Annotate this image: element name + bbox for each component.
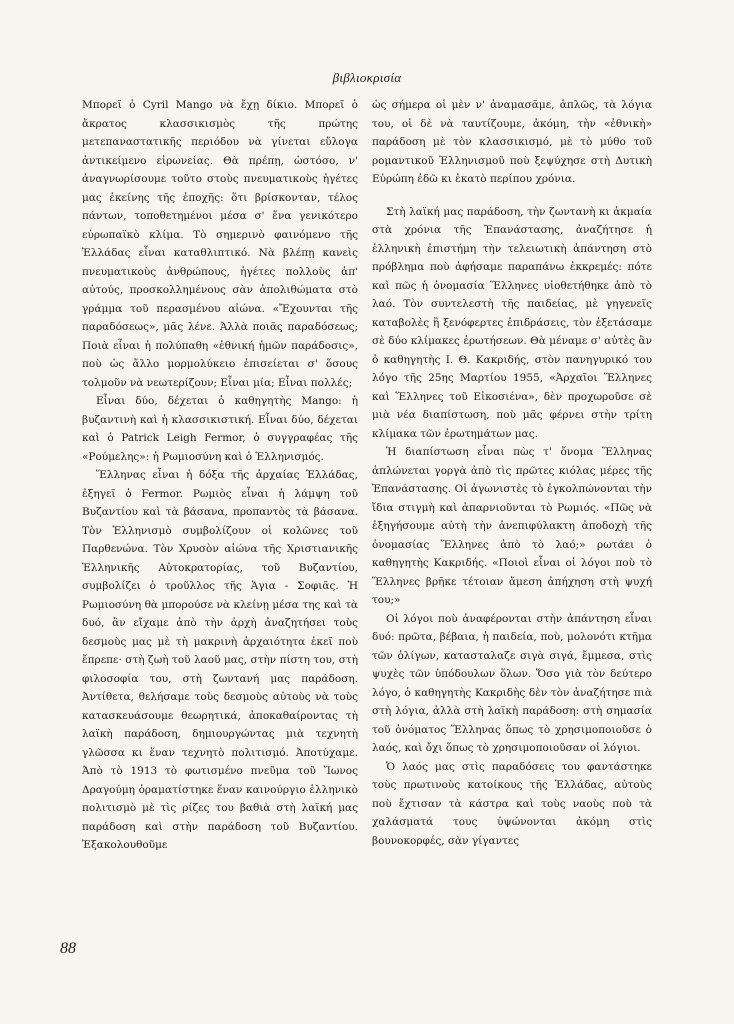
paragraph: Ὁ λαός μας στὶς παραδόσεις του φαντάστηκε τοὺς πρωτινοὺς κατοίκους τῆς Ἑλλάδας, αὐτοὺς ποὺ ἔχτισαν τὰ κάστρα καὶ τοὺς ναοὺς ποὺ τὰ χαλάσματά τους ὑψώνονται ἀκόμη στὶς βουνοκορφές, σὰν γίγαντες	[372, 760, 652, 847]
section-header: βιβλιοκρισία	[332, 70, 402, 85]
paragraph: Μπορεῖ ὁ Cyril Mango νὰ ἔχῃ δίκιο. Μπορεῖ ὁ ἄκρατος κλασσικισμὸς τῆς πρώτης μετεπαναστατικῆς περιόδου νὰ γίνεται εὔλογα ἀντικείμενο εἰρωνείας. Θὰ πρέπῃ, ὡστόσο, ν' ἀναγνωρίσουμε τοῦτο στοὺς πνευματικοὺς ἡγέτες μας ἐκείνης τῆς ἐποχῆς: ὅτι βρίσκονταν, τέλος πάντων, τοποθετημένοι μέσα σ' ἕνα γενικότερο εὐρωπαϊκὸ κλίμα. Τὸ σημερινὸ φαινόμενο τῆς Ἑλλάδας εἶναι καταθλιπτικό. Νὰ βλέπῃ κανεὶς πνευματικοὺς ἀνθρώπους, ἡγέτες πολλοὺς ἀπ' αὐτούς, προσκολλημένους σὰν ἀπολιθώματα στὸ γράμμα τοῦ περασμένου αἰώνα. «Ἔχουνται τῆς παραδόσεως», μᾶς λένε. Ἀλλὰ ποιᾶς παραδόσεως; Ποιὰ εἶναι ἡ πολύπαθη «ἐθνική ἡμῶν παράδοσις», ποὺ ὡς ἄλλο μορμολύκειο ἐπισείεται σ' ὅσους τολμοῦν νὰ νεωτερίζουν; Εἶναι μία; Εἶναι πολλές;	[82, 99, 358, 389]
page-number: 88	[60, 940, 76, 957]
paragraph: Εἶναι δύο, δέχεται ὁ καθηγητὴς Mango: ἡ βυζαντινὴ καὶ ἡ κλασσικιστική. Εἶναι δύο, δέχεται καὶ ὁ Patrick Leigh Fermor, ὁ συγγραφέας τῆς «Ρούμελης»: ἡ Ρωμιοσύνη καὶ ὁ Ἑλληνισμός.	[82, 395, 358, 463]
left-column	[82, 96, 358, 855]
paragraph: ὡς σήμερα οἱ μὲν ν' ἀναμασᾶμε, ἁπλῶς, τὰ λόγια του, οἱ δὲ νὰ ταυτίζουμε, ἀκόμη, τὴν «ἐθνικὴ» παράδοση μὲ τὸν κλασσικισμό, μὲ τὸ μύθο τοῦ ρομαντικοῦ Ἑλληνισμοῦ ποὺ ξεψύχησε στὴ Δυτικὴ Εὐρώπη ἐδῶ κι ἑκατὸ περίπου χρόνια.	[372, 99, 652, 185]
paragraph: Στὴ λαϊκή μας παράδοση, τὴν ζωντανὴ κι ἀκμαία στὰ χρόνια τῆς Ἐπανάστασης, ἀναζήτησε ἡ ἑλληνικὴ ἐπιστήμη τὴν τελειωτικὴ ἀπάντηση στὸ πρόβλημα ποὺ ἀφήσαμε παραπάνω ἐκκρεμές: πότε καὶ πῶς ἡ ὀνομασία Ἕλληνες υἱοθετήθηκε ἀπὸ τὸ λαό. Τὸν συντελεστὴ τῆς παιδείας, μὲ γηγενεῖς καταβολὲς ἢ ξενόφερτες ἐπιδράσεις, τὸν ἐξετάσαμε σὲ δύο κλίμακες ἐρωτήσεων. Θὰ μέναμε σ' αὐτὲς ἂν ὁ καθηγητὴς Ι. Θ. Κακριδής, στὸν πανηγυρικό του λόγο τῆς 25ης Μαρτίου 1955, «Ἀρχαῖοι Ἕλληνες καὶ Ἕλληνες τοῦ Εἰκοσιένα», δὲν προχωροῦσε σὲ μιὰ νέα διαπίστωση, ποὺ μᾶς φέρνει στὴν τρίτη κλίμακα τῶν ἐρωτημάτων μας.	[372, 205, 652, 440]
paragraph: Ἕλληνας εἶναι ἡ δόξα τῆς ἀρχαίας Ἑλλάδας, ἐξηγεῖ ὁ Fermor. Ρωμιὸς εἶναι ἡ λάμψη τοῦ Βυζαντίου καὶ τὰ βάσανα, προπαντὸς τὰ βάσανα. Τὸν Ἑλληνισμὸ συμβολίζουν οἱ κολῶνες τοῦ Παρθενώνα. Τὸν Χρυσὸν αἰώνα τῆς Χριστιανικῆς Ἑλληνικῆς Αὐτοκρατορίας, τοῦ Βυζαντίου, συμβολίζει ὁ τροῦλλος τῆς Ἁγια - Σοφιᾶς. Ἡ Ρωμιοσύνη θὰ μπορούσε νὰ κλείνῃ μέσα της καὶ τὰ δυό, ἂν εἴχαμε ἀπὸ τὴν ἀρχὴ ἀναζητήσει τοὺς δεσμοὺς μας μὲ τὴ μακρινὴ ἀρχαιότητα ἐκεῖ ποὺ ἔπρεπε· στὴ ζωὴ τοῦ λαοῦ μας, στὴν πίστη του, στὴ φιλοσοφία του, στὴ ζωντανή μας παράδοση. Ἀντίθετα, θελήσαμε τοὺς δεσμοὺς αὐτοὺς νὰ τοὺς κατασκευάσουμε θεωρητικά, ἀποκαθαίροντας τὴ λαϊκὴ παράδοση, δημιουργώντας μιὰ τεχνητὴ γλῶσσα κι ἕναν τεχνητὸ πολιτισμό. Ἀποτύχαμε. Ἀπὸ τὸ 1913 τὸ φωτισμένο πνεῦμα τοῦ Ἴωνος Δραγούμη ὁραματίστηκε ἕναν καινούργιο ἑλληνικὸ πολιτισμὸ μὲ τὶς ρίζες του βαθιὰ στὴ λαϊκή μας παράδοση καὶ στὴν παράδοση τοῦ Βυζαντίου. Ἐξακολουθοῦμε	[82, 469, 358, 851]
paragraph: Ἡ διαπίστωση εἶναι πὼς τ' ὄνομα Ἕλληνας ἁπλώνεται γοργὰ ἀπὸ τὶς πρῶτες κιόλας μέρες τῆς Ἐπανάστασης. Οἱ ἀγωνιστὲς τὸ ἐγκολπώνονται τὴν ἴδια στιγμὴ καὶ ἀπαρνιοῦνται τὸ Ρωμιός. «Πῶς νὰ ἐξηγήσουμε αὐτὴ τὴν ἀνεπιφύλακτη ἀποδοχὴ τῆς ὀνομασίας Ἕλληνες ἀπὸ τὸ λαό;» ρωτάει ὁ καθηγητὴς Κακριδής. «Ποιοὶ εἶναι οἱ λόγοι ποὺ τὸ Ἕλληνες βρῆκε τέτοιαν ἄμεση ἀπήχηση στὴ ψυχή του;»	[372, 446, 652, 606]
paragraph: Οἱ λόγοι ποὺ ἀναφέρονται στὴν ἀπάντηση εἶναι δυό: πρῶτα, βέβαια, ἡ παιδεία, ποὺ, μολονότι κτῆμα τῶν ὀλίγων, κατασταλαζε σιγὰ σιγά, ἔμμεσα, στὶς ψυχὲς τῶν ὑπόδουλων ὅλων. Ὅσο γιὰ τὸν δεύτερο λόγο, ὁ καθηγητὴς Κακριδὴς δὲν τὸν ἀναζήτησε πιὰ στὴ λόγια, ἀλλὰ στὴ λαϊκὴ παράδοση: στὴ σημασία τοῦ ὀνόματος Ἕλληνας ὅπως τὸ χρησιμοποιοῦσε ὁ λαός, καὶ ὄχι ὅπως τὸ χρησιμοποιοῦσαν οἱ λόγιοι.	[372, 612, 652, 754]
right-column	[372, 96, 652, 850]
